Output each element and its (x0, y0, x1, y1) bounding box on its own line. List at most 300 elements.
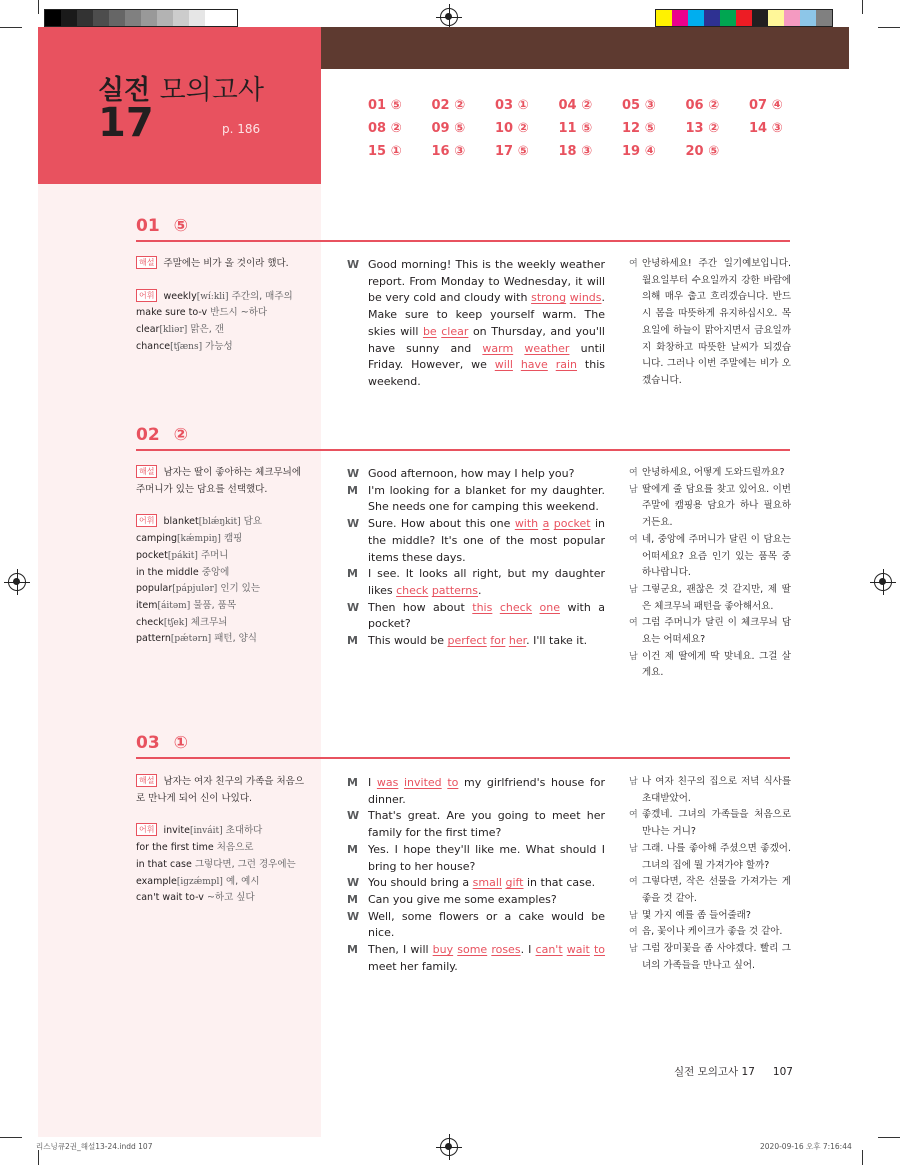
vocab-item (136, 531, 312, 548)
script-segment: my girlfriend's house for dinner. (368, 776, 605, 806)
speaker-label-ko: 남 (629, 843, 638, 854)
script-text (368, 875, 605, 892)
speaker-label: M (347, 483, 358, 497)
test-number: 17 (98, 100, 154, 146)
script-segment: on Thursday, and you'll have sunny and (368, 324, 605, 355)
crop-mark (878, 27, 900, 28)
script-segment: with a pocket? (368, 600, 605, 631)
print-slug-file: 리스닝큐2권_해설13-24.indd 107 (36, 1142, 153, 1151)
speaker-label-ko: 여 (629, 877, 638, 888)
vocab-word: clear (136, 324, 160, 336)
answer-item: 19 ④ (622, 144, 656, 159)
section-02-script (347, 466, 605, 650)
spacer (136, 807, 312, 823)
vocab-word: camping (136, 533, 178, 545)
crop-mark (38, 0, 39, 14)
question-number: 03 (136, 733, 160, 753)
speaker-label-ko: 남 (629, 584, 638, 595)
translation-text: 그럼 장미꽃을 좀 사야겠다. 빨리 그녀의 가족들을 만나고 싶어. (642, 943, 791, 971)
script-line (347, 942, 605, 975)
script-segment: . I'll take it. (526, 634, 588, 648)
vocab-item (136, 322, 312, 339)
dictation-answer: roses (491, 943, 521, 957)
answer-item: 13 ② (685, 121, 720, 136)
section-02-notes (136, 465, 312, 648)
vocab-word: in that case (136, 858, 192, 870)
dictation-answer: perfect (447, 634, 487, 648)
answer-item: 14 ③ (749, 121, 783, 136)
script-text (368, 483, 605, 516)
translation-text: 딸에게 줄 담요를 찾고 있어요. 이번 주말에 캠핑용 담요가 하나 필요하거든요. (642, 483, 791, 529)
vocab-word: pattern (136, 633, 171, 645)
translation-text: 네, 중앙에 주머니가 달린 이 담요는 어떠세요? 요즘 인기 있는 품목 중 하나랍니다. (642, 533, 791, 579)
vocab-meaning: 패턴, 양식 (214, 633, 257, 645)
answer-item: 12 ⑤ (622, 121, 656, 136)
vocab-item (136, 615, 312, 632)
translation-line (629, 908, 791, 925)
translation-text: 음, 꽃이나 케이크가 좋을 것 같아. (642, 926, 783, 938)
script-text (368, 775, 605, 808)
script-text (368, 892, 605, 909)
vocab-word: make sure to-v (136, 307, 208, 319)
vocab-pronunciation: [pákit] (167, 550, 198, 561)
section-01-script (347, 257, 605, 391)
script-segment: . I (520, 943, 536, 957)
dictation-answer: check (396, 583, 429, 597)
translation-text: 좋겠네. 그녀의 가족들을 처음으로 만나는 거니? (642, 809, 791, 838)
translation-text: 이건 제 딸에게 딱 맞네요. 그걸 살게요. (642, 650, 791, 679)
vocab-item (136, 823, 312, 840)
vocab-pronunciation: [pǽtərn] (170, 634, 212, 645)
script-line (347, 483, 605, 516)
answer-row (368, 98, 813, 121)
vocab-pronunciation: [áitəm] (157, 600, 191, 611)
translation-text: 나 여자 친구의 집으로 저녁 식사를 초대받았어. (642, 776, 791, 804)
script-text (368, 633, 605, 650)
vocab-meaning: 그렇다면, 그런 경우에는 (194, 858, 296, 870)
vocab-meaning: 주머니 (200, 549, 229, 561)
script-segment: I'm looking for a blanket for my daughter. She needs one for camping this weekend. (368, 483, 605, 514)
vocab-meaning: 중앙에 (201, 566, 230, 578)
script-segment: Then how about (368, 600, 473, 614)
dictation-answer: patterns (431, 583, 478, 597)
vocab-meaning: 담요 (243, 516, 262, 528)
script-segment: . Make sure to keep yourself warm. The skies will (368, 291, 606, 338)
speaker-label: M (347, 943, 358, 957)
script-text (368, 516, 605, 566)
script-text (368, 942, 605, 975)
color-swatch (800, 10, 816, 26)
explanation (136, 256, 312, 273)
script-segment: Good morning! This is the weekly weather report. From Monday to Wednesday, it will be very cold and cloudy with (368, 258, 605, 305)
dictation-answer: this (472, 600, 493, 614)
dictation-answer: buy (432, 943, 454, 957)
header-bar (321, 27, 849, 69)
gray-swatch (77, 10, 93, 26)
speaker-label: W (347, 467, 360, 480)
dictation-answer: can't (535, 943, 563, 957)
dictation-answer: check (499, 600, 533, 614)
speaker-label: M (347, 634, 358, 648)
script-line (347, 875, 605, 892)
color-swatch (704, 10, 720, 26)
script-segment: This would be (368, 634, 448, 648)
answer-item: 18 ③ (558, 144, 593, 159)
color-swatch (720, 10, 736, 26)
vocab-item (136, 514, 312, 531)
explanation-tag: 해설 (136, 774, 157, 787)
vocab-word: weekly (163, 290, 197, 302)
vocab-word: check (136, 616, 164, 628)
answer-item: 01 ⑤ (368, 98, 402, 113)
vocab-meaning: 처음으로 (216, 842, 254, 854)
vocab-item (136, 289, 312, 306)
vocab-meaning: 맑은, 갠 (190, 324, 224, 336)
script-line (347, 516, 605, 566)
script-line (347, 909, 605, 942)
section-03-notes (136, 774, 312, 907)
script-line (347, 257, 605, 391)
translation-line (629, 941, 791, 974)
speaker-label: M (347, 567, 358, 581)
vocab-pronunciation: [tʃæns] (170, 341, 203, 352)
script-segment: until Friday. However, we (368, 341, 605, 372)
dictation-answer: to (593, 943, 606, 957)
crop-mark (0, 27, 22, 28)
gray-swatch (221, 10, 237, 26)
gray-swatch (157, 10, 173, 26)
crop-mark (878, 1137, 900, 1138)
registration-mark-bottom-icon (440, 1138, 458, 1156)
dictation-answer: her (508, 634, 527, 648)
vocab-meaning: 체크무늬 (190, 616, 228, 628)
script-segment (513, 342, 524, 355)
answer-item: 17 ⑤ (495, 144, 529, 159)
dictation-answer: with (514, 517, 539, 531)
answer-item: 16 ③ (431, 144, 466, 159)
vocab-item (136, 840, 312, 857)
answer-row (368, 144, 813, 167)
vocab-meaning: 초대하다 (225, 825, 263, 837)
vocab-meaning: 예, 예시 (225, 875, 260, 887)
answer-item: 03 ① (495, 98, 529, 113)
vocab-item (136, 305, 312, 322)
vocab-item (136, 339, 312, 356)
answer-item: 08 ② (368, 121, 402, 136)
answer-item: 20 ⑤ (685, 144, 720, 159)
crop-mark (862, 0, 863, 14)
dictation-answer: to (447, 776, 459, 789)
script-segment (513, 358, 521, 371)
section-03-translation (629, 774, 791, 974)
section-02-translation (629, 465, 791, 682)
gray-swatch (173, 10, 189, 26)
title-bold: 실전 (98, 75, 151, 106)
translation-text: 안녕하세요! 주간 일기예보입니다. 월요일부터 수요일까지 강한 바람에 의해 매우 춥고 흐리겠습니다. 반드시 몸을 따뜻하게 유지하십시오. 목요일에 하늘이 맑아지면서 금요일까지 화창하고 따뜻한 날씨가 되겠습니다. 그러나 이번 주말에는 비가 오겠습니다. (642, 258, 791, 386)
script-text (368, 566, 605, 599)
dictation-answer: clear (441, 324, 469, 338)
vocab-meaning: 물품, 품목 (193, 599, 236, 611)
vocab-pronunciation: [kǽmpiŋ] (177, 534, 221, 545)
dictation-answer: weather (524, 341, 570, 355)
color-swatch (672, 10, 688, 26)
vocab-item (136, 874, 312, 891)
answer-item: 11 ⑤ (558, 121, 593, 136)
translation-text: 그래. 나를 좋아해 주셨으면 좋겠어. 그녀의 집에 뭘 가져가야 할까? (642, 842, 791, 871)
vocab-tag: 어휘 (136, 289, 157, 302)
speaker-label-ko: 남 (629, 651, 638, 662)
speaker-label-ko: 여 (629, 534, 638, 545)
speaker-label-ko: 남 (629, 484, 638, 495)
color-swatch (752, 10, 768, 26)
speaker-label-ko: 여 (629, 468, 638, 478)
dictation-answer: will (494, 358, 513, 372)
gray-swatch (125, 10, 141, 26)
section-divider (136, 240, 790, 242)
vocab-meaning: ~하고 싶다 (206, 892, 255, 904)
translation-text: 그렇군요, 괜찮은 것 같지만, 제 딸은 체크무늬 패턴을 좋아해서요. (642, 583, 791, 612)
vocab-item (136, 548, 312, 565)
vocab-meaning: 반드시 ~하다 (210, 307, 268, 319)
explanation-text: 남자는 딸이 좋아하는 체크무늬에 주머니가 있는 담요를 선택했다. (136, 467, 302, 495)
dictation-answer: a (542, 517, 550, 531)
dictation-answer: rain (555, 358, 578, 372)
translation-line (629, 256, 791, 390)
vocab-item (136, 581, 312, 598)
vocab-tag: 어휘 (136, 823, 157, 836)
vocab-word: chance (136, 340, 171, 352)
script-segment (492, 601, 499, 614)
script-segment: You should bring a (368, 876, 473, 890)
speaker-label: W (347, 909, 360, 923)
script-segment: in that case. (523, 876, 596, 890)
script-line (347, 633, 605, 650)
script-segment: Sure. How about this one (368, 517, 515, 531)
dictation-answer: wait (566, 943, 590, 957)
vocab-pronunciation: [tʃek] (163, 617, 188, 628)
vocab-pronunciation: [pápjulər] (172, 584, 218, 595)
gray-swatch (45, 10, 61, 26)
crop-mark (862, 1150, 863, 1165)
section-03-script (347, 775, 605, 975)
dictation-answer: was (376, 776, 399, 789)
dictation-answer: small (472, 876, 502, 890)
vocab-word: popular (136, 583, 173, 595)
vocab-item (136, 857, 312, 874)
translation-text: 그렇다면, 작은 선물을 가져가는 게 좋을 것 같아. (642, 876, 791, 904)
script-line (347, 892, 605, 909)
running-title: 실전 모의고사 17 (674, 1066, 755, 1078)
dictation-answer: one (539, 600, 560, 614)
script-line (347, 808, 605, 841)
script-segment: Can you give me some examples? (368, 892, 557, 906)
translation-line (629, 807, 791, 840)
gray-swatch (109, 10, 125, 26)
vocab-tag: 어휘 (136, 514, 157, 527)
vocab-meaning: 캠핑 (223, 533, 243, 545)
answer-item: 15 ① (368, 144, 402, 159)
section-03-heading (136, 733, 188, 753)
vocab-word: invite (163, 825, 190, 837)
section-01-notes (136, 256, 312, 356)
translation-text: 그럼 주머니가 달린 이 체크무늬 담요는 어떠세요? (642, 617, 791, 646)
vocab-word: item (136, 599, 158, 611)
script-segment: Yes. I hope they'll like me. What should I bring to her house? (368, 842, 605, 873)
script-text (368, 600, 605, 633)
vocab-word: pocket (136, 549, 168, 561)
answer-key (368, 98, 813, 167)
section-01-heading (136, 216, 188, 236)
registration-mark-left-icon (8, 573, 26, 591)
script-line (347, 600, 605, 633)
vocab-item (136, 598, 312, 615)
cmyk-color-bar (655, 9, 833, 27)
vocab-meaning: 인기 있는 (220, 583, 261, 595)
question-answer: ⑤ (173, 216, 189, 236)
dictation-answer: pocket (553, 517, 591, 531)
vocab-pronunciation: [kliər] (159, 325, 188, 336)
answer-item: 04 ② (558, 98, 593, 113)
script-line (347, 842, 605, 875)
dictation-answer: invited (404, 776, 442, 789)
script-text (368, 842, 605, 875)
script-segment: Then, I will (368, 943, 433, 957)
answer-item: 10 ② (495, 121, 529, 136)
speaker-label-ko: 여 (629, 618, 638, 629)
script-segment: Good afternoon, how may I help you? (368, 467, 575, 480)
vocab-meaning: 가능성 (205, 340, 233, 352)
vocab-item (136, 890, 312, 907)
script-text (368, 466, 605, 483)
translation-text: 몇 가지 예를 좀 들어줄래? (642, 909, 751, 921)
registration-mark-top-icon (440, 8, 458, 26)
section-02-heading (136, 425, 188, 445)
translation-line (629, 532, 791, 582)
grayscale-color-bar (44, 9, 238, 27)
translation-line (629, 465, 791, 482)
section-01-translation (629, 256, 791, 390)
gray-swatch (205, 10, 221, 26)
script-segment (532, 601, 539, 614)
answer-item: 09 ⑤ (431, 121, 466, 136)
speaker-label: W (347, 600, 360, 614)
speaker-label: W (347, 258, 360, 271)
vocab-item (136, 565, 312, 582)
gray-swatch (141, 10, 157, 26)
spacer (136, 498, 312, 514)
script-line (347, 466, 605, 483)
page-reference: p. 186 (222, 122, 261, 136)
script-text (368, 257, 605, 391)
script-segment (548, 358, 556, 371)
speaker-label: M (347, 892, 358, 906)
color-swatch (816, 10, 832, 26)
gray-swatch (61, 10, 77, 26)
answer-item: 05 ③ (622, 98, 656, 113)
gray-swatch (189, 10, 205, 26)
vocab-meaning: 주간의, 매주의 (231, 290, 293, 302)
answer-item: 02 ② (431, 98, 466, 113)
dictation-answer: for (490, 634, 506, 648)
vocab-word: in the middle (136, 566, 199, 578)
color-swatch (768, 10, 784, 26)
dictation-answer: be (422, 324, 437, 338)
script-segment: meet her family. (368, 959, 458, 973)
translation-line (629, 615, 791, 648)
script-text (368, 808, 605, 841)
script-segment: I (368, 776, 377, 789)
question-number: 02 (136, 425, 160, 445)
speaker-label-ko: 여 (629, 259, 638, 269)
script-segment: in the middle? It's one of the most popular items these days. (368, 517, 606, 564)
question-answer: ② (173, 425, 189, 445)
speaker-label-ko: 남 (629, 777, 638, 787)
script-segment: this weekend. (368, 358, 605, 388)
print-slug-date: 2020-09-16 오후 7:16:44 (760, 1142, 852, 1151)
crop-mark (38, 1150, 39, 1165)
vocab-pronunciation: [inváit] (189, 826, 223, 837)
explanation-tag: 해설 (136, 256, 157, 269)
answer-item: 06 ② (685, 98, 720, 113)
registration-mark-right-icon (874, 573, 892, 591)
speaker-label: W (347, 876, 360, 890)
answer-row (368, 121, 813, 144)
dictation-answer: gift (505, 876, 524, 890)
translation-line (629, 774, 791, 807)
script-line (347, 775, 605, 808)
explanation (136, 465, 312, 498)
explanation (136, 774, 312, 807)
color-swatch (688, 10, 704, 26)
speaker-label: M (347, 776, 358, 789)
script-text (368, 909, 605, 942)
page-footer (674, 1064, 793, 1079)
translation-line (629, 874, 791, 907)
dictation-answer: strong (531, 291, 567, 305)
color-swatch (736, 10, 752, 26)
speaker-label-ko: 남 (629, 944, 638, 955)
gray-swatch (93, 10, 109, 26)
explanation-tag: 해설 (136, 465, 157, 478)
speaker-label-ko: 여 (629, 927, 638, 938)
translation-line (629, 582, 791, 615)
vocab-word: example (136, 875, 177, 887)
page-number: 107 (772, 1066, 793, 1078)
translation-line (629, 924, 791, 941)
translation-text: 안녕하세요, 어떻게 도와드릴까요? (642, 467, 785, 478)
translation-line (629, 482, 791, 532)
color-swatch (656, 10, 672, 26)
title-light: 모의고사 (159, 75, 264, 106)
speaker-label: M (347, 842, 358, 856)
explanation-text: 남자는 여자 친구의 가족을 처음으로 만나게 되어 신이 나있다. (136, 776, 305, 804)
answer-item: 07 ④ (749, 98, 783, 113)
explanation-text: 주말에는 비가 올 것이라 했다. (163, 258, 289, 269)
dictation-answer: winds (569, 291, 602, 305)
vocab-word: blanket (163, 516, 199, 528)
vocab-word: for the first time (136, 842, 214, 854)
speaker-label-ko: 남 (629, 910, 638, 921)
dictation-answer: warm (482, 341, 514, 355)
dictation-answer: some (457, 943, 488, 957)
vocab-pronunciation: [blǽŋkit] (198, 517, 241, 528)
question-number: 01 (136, 216, 160, 236)
vocab-word: can't wait to-v (136, 892, 204, 904)
speaker-label: W (347, 809, 360, 823)
spacer (136, 273, 312, 289)
crop-mark (0, 1137, 22, 1138)
translation-line (629, 841, 791, 874)
